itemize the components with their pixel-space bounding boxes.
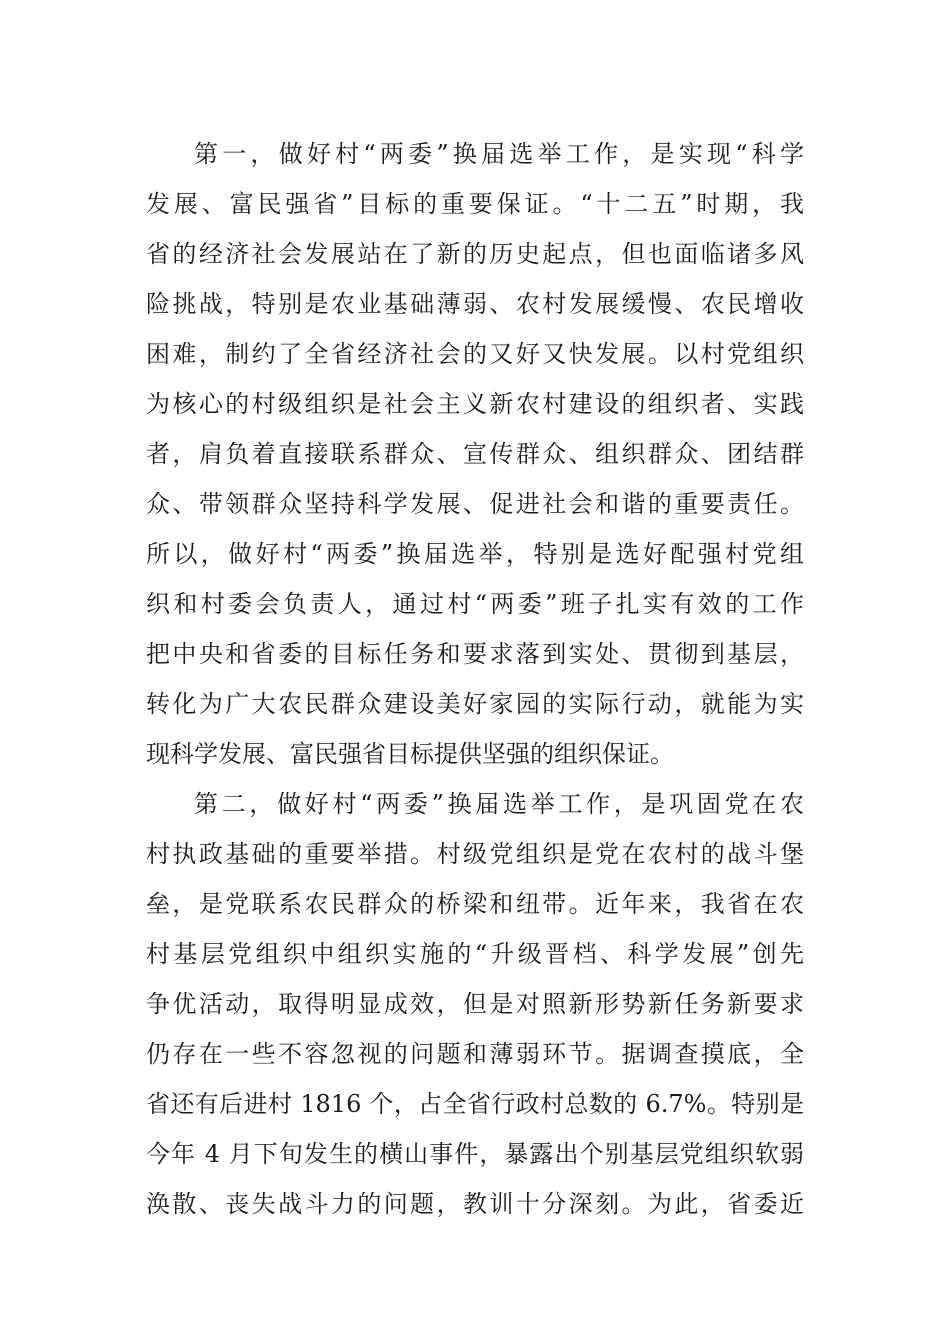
paragraph-line: 为核心的村级组织是社会主义新农村建设的组织者、实践 (146, 390, 804, 418)
paragraph-line: 争优活动，取得明显成效，但是对照新形势新任务新要求 (146, 990, 804, 1018)
paragraph-line: 垒，是党联系农民群众的桥梁和纽带。近年来，我省在农 (146, 890, 804, 918)
paragraph-line: 今年 4 月下旬发生的横山事件，暴露出个别基层党组织软弱 (146, 1140, 804, 1168)
paragraph-line: 村执政基础的重要举措。村级党组织是党在农村的战斗堡 (146, 840, 804, 868)
paragraph-line: 省的经济社会发展站在了新的历史起点，但也面临诸多风 (146, 240, 804, 268)
paragraph-line: 所以，做好村“两委”换届选举，特别是选好配强村党组 (146, 540, 804, 568)
paragraph-line: 困难，制约了全省经济社会的又好又快发展。以村党组织 (146, 340, 804, 368)
paragraph-line: 转化为广大农民群众建设美好家园的实际行动，就能为实 (146, 690, 804, 718)
paragraph-line: 众、带领群众坚持科学发展、促进社会和谐的重要责任。 (146, 490, 804, 518)
paragraph-first-point (146, 129, 804, 779)
paragraph-line: 织和村委会负责人，通过村“两委”班子扎实有效的工作 (146, 590, 804, 618)
paragraph-line: 村基层党组织中组织实施的“升级晋档、科学发展”创先 (146, 940, 804, 968)
paragraph-line: 现科学发展、富民强省目标提供坚强的组织保证。 (146, 740, 674, 768)
paragraph-second-point (146, 779, 804, 1229)
paragraph-line: 者，肩负着直接联系群众、宣传群众、组织群众、团结群 (146, 440, 804, 468)
paragraph-line: 涣散、丧失战斗力的问题，教训十分深刻。为此，省委近 (146, 1190, 804, 1218)
paragraph-line: 第二，做好村“两委”换届选举工作，是巩固党在农 (194, 790, 804, 818)
paragraph-line: 仍存在一些不容忽视的问题和薄弱环节。据调查摸底，全 (146, 1040, 804, 1068)
paragraph-line: 险挑战，特别是农业基础薄弱、农村发展缓慢、农民增收 (146, 290, 804, 318)
paragraph-line: 省还有后进村 1816 个，占全省行政村总数的 6.7%。特别是 (146, 1090, 804, 1118)
paragraph-line: 第一，做好村“两委”换届选举工作，是实现“科学 (194, 140, 804, 168)
paragraph-line: 发展、富民强省”目标的重要保证。“十二五”时期，我 (146, 190, 804, 218)
paragraph-line: 把中央和省委的目标任务和要求落到实处、贯彻到基层， (146, 640, 804, 668)
